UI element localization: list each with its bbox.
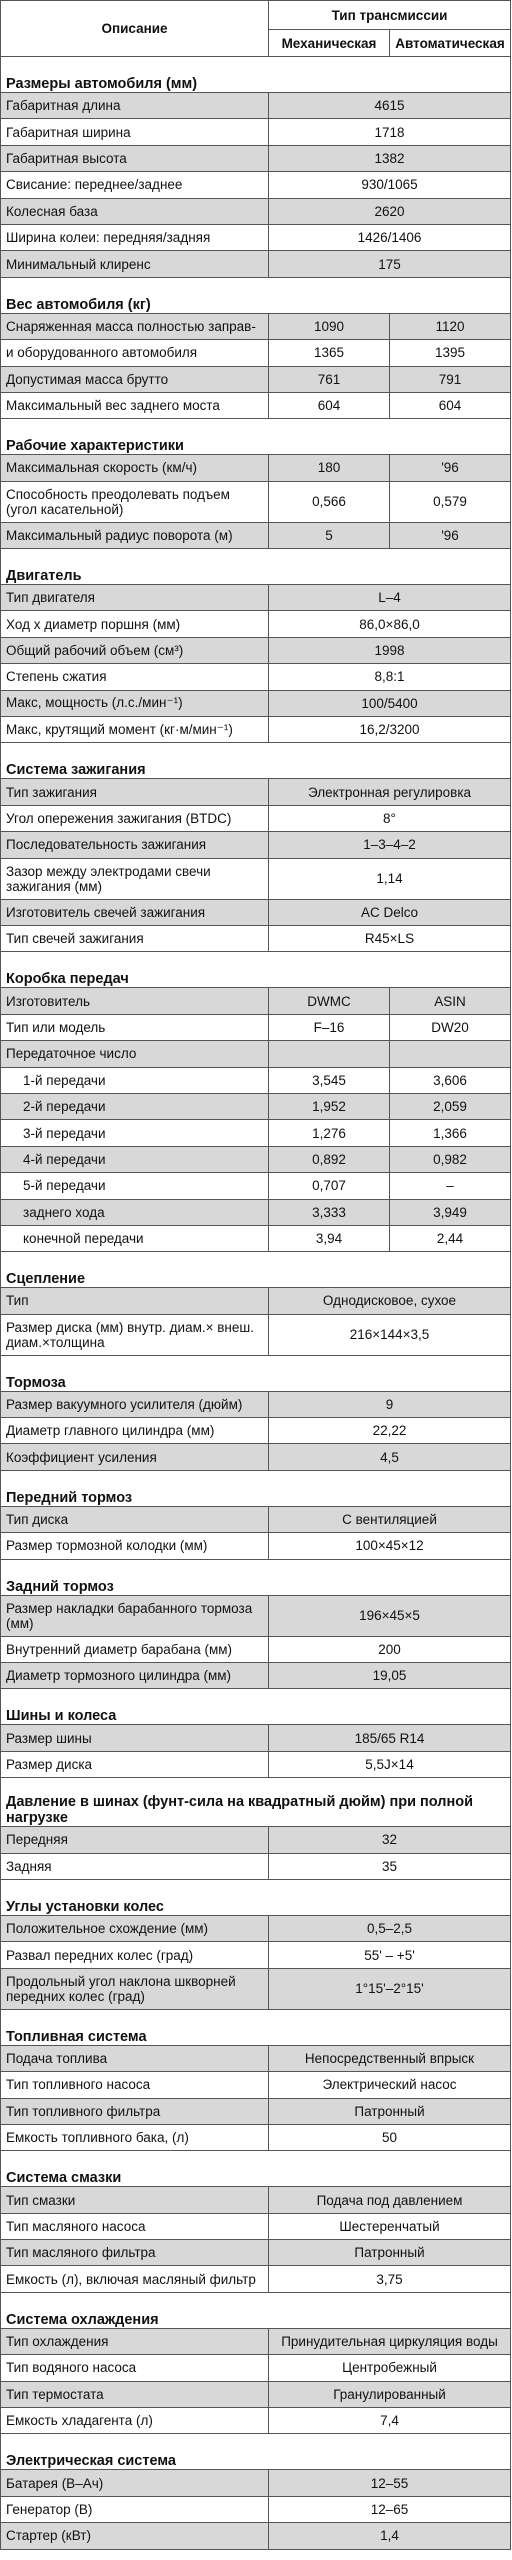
spec-label: Макс, крутящий момент (кг·м/мин⁻¹) [1,717,269,743]
spec-value: Непосредственный впрыск [269,2045,511,2071]
section-title: Давление в шинах (фунт-сила на квадратный дюйм) при полной нагрузке [1,1778,511,1827]
spec-label: Тип диска [1,1506,269,1532]
spec-label: 4-й передачи [1,1146,269,1172]
spec-label: 2-й передачи [1,1093,269,1119]
spec-value-manual: 3,545 [269,1067,390,1093]
spec-value: Электрический насос [269,2072,511,2098]
spec-value-manual [269,1041,390,1067]
spec-value: 0,5–2,5 [269,1915,511,1941]
spec-value: 1718 [269,119,511,145]
section-header [1,277,511,313]
section-title: Система зажигания [1,743,511,779]
spec-label: Емкость хладагента (л) [1,2408,269,2434]
spec-value-manual: 604 [269,392,390,418]
spec-value: 196×45×5 [269,1595,511,1636]
section-title: Коробка передач [1,952,511,988]
spec-value-automatic: 3,949 [390,1199,511,1225]
spec-label: и оборудованного автомобиля [1,340,269,366]
spec-value: L–4 [269,585,511,611]
spec-value-automatic: 2,059 [390,1093,511,1119]
spec-value-automatic: 1,366 [390,1120,511,1146]
spec-row [1,2240,511,2266]
section-header [1,2292,511,2328]
spec-label: Минимальный клиренс [1,251,269,277]
spec-label: заднего хода [1,1199,269,1225]
spec-row [1,2496,511,2522]
spec-row [1,2045,511,2071]
spec-row [1,899,511,925]
spec-row [1,925,511,951]
spec-label: Зазор между электродами свечи зажигания (мм) [1,858,269,899]
spec-row [1,1314,511,1355]
spec-value-automatic: '96 [390,522,511,548]
section-title: Топливная система [1,2009,511,2045]
section-title: Двигатель [1,549,511,585]
spec-label: Стартер (кВт) [1,2523,269,2549]
spec-value-automatic: 0,579 [390,481,511,522]
spec-row [1,1093,511,1119]
spec-row [1,2124,511,2150]
spec-value: Принудительная циркуляция воды [269,2328,511,2354]
spec-row [1,2098,511,2124]
spec-row [1,1391,511,1417]
spec-label: Передняя [1,1827,269,1853]
spec-value-automatic: 3,606 [390,1067,511,1093]
spec-label: Передаточное число [1,1041,269,1067]
spec-label: Угол опережения зажигания (BTDC) [1,805,269,831]
section-title: Система охлаждения [1,2292,511,2328]
spec-row [1,1942,511,1968]
spec-value: 175 [269,251,511,277]
spec-row [1,2266,511,2292]
spec-row [1,251,511,277]
spec-row [1,832,511,858]
spec-label: Тип смазки [1,2187,269,2213]
spec-label: Размер вакуумного усилителя (дюйм) [1,1391,269,1417]
spec-label: Тип или модель [1,1014,269,1040]
section-header [1,1252,511,1288]
spec-value: 35 [269,1853,511,1879]
spec-row [1,1014,511,1040]
spec-value-manual: 180 [269,455,390,481]
spec-row [1,858,511,899]
spec-label: Тип масляного насоса [1,2213,269,2239]
spec-label: Тип охлаждения [1,2328,269,2354]
spec-value: 16,2/3200 [269,717,511,743]
section-title: Сцепление [1,1252,511,1288]
spec-value-manual: F–16 [269,1014,390,1040]
header-transmission-type: Тип трансмиссии [269,1,511,30]
spec-value: 22,22 [269,1418,511,1444]
spec-row [1,1595,511,1636]
spec-row [1,119,511,145]
spec-label: Тип двигателя [1,585,269,611]
spec-row [1,2072,511,2098]
spec-value: 1°15'–2°15' [269,1968,511,2009]
spec-value-automatic [390,1041,511,1067]
spec-label: Макс, мощность (л.с./мин⁻¹) [1,690,269,716]
spec-label: 3-й передачи [1,1120,269,1146]
spec-label: Изготовитель [1,988,269,1014]
section-header [1,549,511,585]
spec-label: Диаметр тормозного цилиндра (мм) [1,1663,269,1689]
spec-value: 2620 [269,198,511,224]
spec-row [1,522,511,548]
spec-value: Шестеренчатый [269,2213,511,2239]
section-header [1,952,511,988]
spec-row [1,145,511,171]
spec-label: Колесная база [1,198,269,224]
spec-label: Тип [1,1288,269,1314]
section-header [1,1559,511,1595]
spec-label: Допустимая масса брутто [1,366,269,392]
spec-value-manual: 1,276 [269,1120,390,1146]
spec-value-manual: DWMC [269,988,390,1014]
spec-label: Ход х диаметр поршня (мм) [1,611,269,637]
spec-label: Степень сжатия [1,664,269,690]
spec-label: Генератор (В) [1,2496,269,2522]
spec-label: Тип водяного насоса [1,2355,269,2381]
spec-value: 4615 [269,93,511,119]
spec-row [1,313,511,339]
spec-label: Изготовитель свечей зажигания [1,899,269,925]
spec-row [1,198,511,224]
spec-value: 55' – +5' [269,1942,511,1968]
spec-value: R45×LS [269,925,511,951]
spec-row [1,392,511,418]
spec-value: 185/65 R14 [269,1725,511,1751]
header-automatic: Автоматическая [390,30,511,57]
spec-label: Батарея (В–Ач) [1,2470,269,2496]
spec-value: 32 [269,1827,511,1853]
section-header [1,2009,511,2045]
spec-value-automatic: '96 [390,455,511,481]
spec-value: 1–3–4–2 [269,832,511,858]
spec-value: AC Delco [269,899,511,925]
spec-label: Тип топливного фильтра [1,2098,269,2124]
section-header [1,1778,511,1827]
spec-label: 5-й передачи [1,1173,269,1199]
spec-row [1,1751,511,1777]
spec-value-automatic: 2,44 [390,1225,511,1251]
section-title: Вес автомобиля (кг) [1,277,511,313]
spec-value: Центробежный [269,2355,511,2381]
spec-row [1,1041,511,1067]
spec-row [1,1067,511,1093]
section-title: Рабочие характеристики [1,419,511,455]
spec-value: 1382 [269,145,511,171]
spec-label: конечной передачи [1,1225,269,1251]
spec-row [1,2470,511,2496]
spec-row [1,224,511,250]
spec-row [1,340,511,366]
spec-value: 1,14 [269,858,511,899]
spec-row [1,1173,511,1199]
spec-value-manual: 1365 [269,340,390,366]
spec-label: Подача топлива [1,2045,269,2071]
spec-label: Общий рабочий объем (см³) [1,637,269,663]
table-body [1,57,511,2550]
section-header [1,1355,511,1391]
spec-value: 3,75 [269,2266,511,2292]
spec-row [1,1225,511,1251]
spec-row [1,988,511,1014]
spec-label: Максимальный вес заднего моста [1,392,269,418]
spec-label: Максимальный радиус поворота (м) [1,522,269,548]
spec-label: 1-й передачи [1,1067,269,1093]
spec-value-manual: 3,333 [269,1199,390,1225]
spec-value-automatic: 0,982 [390,1146,511,1172]
spec-label: Размер накладки барабанного тормоза (мм) [1,1595,269,1636]
spec-row [1,1288,511,1314]
spec-row [1,805,511,831]
spec-label: Габаритная ширина [1,119,269,145]
header-manual: Механическая [269,30,390,57]
spec-row [1,1120,511,1146]
spec-value: Гранулированный [269,2381,511,2407]
spec-value: С вентиляцией [269,1506,511,1532]
spec-value-automatic: DW20 [390,1014,511,1040]
spec-label: Коэффициент усиления [1,1444,269,1470]
spec-value-manual: 3,94 [269,1225,390,1251]
section-title: Электрическая система [1,2434,511,2470]
spec-label: Емкость (л), включая масляный фильтр [1,2266,269,2292]
spec-row [1,2355,511,2381]
spec-value-manual: 1,952 [269,1093,390,1119]
spec-row [1,1968,511,2009]
spec-value: 12–55 [269,2470,511,2496]
spec-row [1,1915,511,1941]
spec-label: Тип масляного фильтра [1,2240,269,2266]
spec-row [1,611,511,637]
spec-value: 12–65 [269,2496,511,2522]
spec-value: Однодисковое, сухое [269,1288,511,1314]
section-header [1,1470,511,1506]
section-title: Углы установки колес [1,1879,511,1915]
spec-value: Подача под давлением [269,2187,511,2213]
table-header [1,1,511,57]
section-title: Передний тормоз [1,1470,511,1506]
section-header [1,57,511,93]
spec-value-automatic: ASIN [390,988,511,1014]
spec-value-manual: 0,892 [269,1146,390,1172]
section-header [1,2151,511,2187]
spec-label: Тип зажигания [1,779,269,805]
spec-value: 1426/1406 [269,224,511,250]
spec-row [1,1146,511,1172]
spec-label: Последовательность зажигания [1,832,269,858]
spec-value: 9 [269,1391,511,1417]
spec-value: 5,5J×14 [269,1751,511,1777]
section-header [1,2434,511,2470]
spec-row [1,585,511,611]
spec-value-manual: 5 [269,522,390,548]
spec-row [1,1663,511,1689]
spec-row [1,664,511,690]
spec-label: Размер диска [1,1751,269,1777]
spec-row [1,2408,511,2434]
spec-value-manual: 0,707 [269,1173,390,1199]
spec-row [1,1418,511,1444]
spec-value-automatic: 791 [390,366,511,392]
spec-label: Задняя [1,1853,269,1879]
section-header [1,419,511,455]
spec-label: Внутренний диаметр барабана (мм) [1,1636,269,1662]
spec-row [1,1827,511,1853]
spec-value: 19,05 [269,1663,511,1689]
section-header [1,743,511,779]
spec-value: 100×45×12 [269,1533,511,1559]
spec-label: Способность преодолевать подъем (угол касательной) [1,481,269,522]
spec-row [1,481,511,522]
spec-label: Положительное схождение (мм) [1,1915,269,1941]
spec-row [1,1444,511,1470]
section-title: Размеры автомобиля (мм) [1,57,511,93]
spec-value: 930/1065 [269,172,511,198]
spec-row [1,2213,511,2239]
spec-row [1,1725,511,1751]
section-title: Шины и колеса [1,1689,511,1725]
spec-row [1,2523,511,2549]
spec-value-manual: 761 [269,366,390,392]
spec-row [1,1636,511,1662]
spec-label: Продольный угол наклона шкворней передних колес (град) [1,1968,269,2009]
spec-value-automatic: 1120 [390,313,511,339]
spec-label: Развал передних колес (град) [1,1942,269,1968]
spec-row [1,455,511,481]
spec-value: 7,4 [269,2408,511,2434]
section-header [1,1879,511,1915]
spec-row [1,2187,511,2213]
spec-value: Патронный [269,2098,511,2124]
spec-value: 50 [269,2124,511,2150]
section-title: Задний тормоз [1,1559,511,1595]
spec-row [1,172,511,198]
section-title: Тормоза [1,1355,511,1391]
spec-row [1,1533,511,1559]
spec-row [1,637,511,663]
spec-row [1,1199,511,1225]
spec-row [1,1853,511,1879]
spec-value: 216×144×3,5 [269,1314,511,1355]
spec-value: 8° [269,805,511,831]
spec-row [1,2328,511,2354]
spec-label: Тип топливного насоса [1,2072,269,2098]
spec-value-automatic: 1395 [390,340,511,366]
spec-value: 4,5 [269,1444,511,1470]
spec-row [1,690,511,716]
spec-row [1,2381,511,2407]
spec-value: 86,0×86,0 [269,611,511,637]
spec-label: Диаметр главного цилиндра (мм) [1,1418,269,1444]
spec-label: Размер тормозной колодки (мм) [1,1533,269,1559]
spec-row [1,779,511,805]
spec-value: Электронная регулировка [269,779,511,805]
spec-label: Размер шины [1,1725,269,1751]
section-header [1,1689,511,1725]
spec-label: Свисание: переднее/заднее [1,172,269,198]
spec-row [1,366,511,392]
spec-label: Тип свечей зажигания [1,925,269,951]
spec-label: Снаряженная масса полностью заправ- [1,313,269,339]
spec-label: Максимальная скорость (км/ч) [1,455,269,481]
spec-label: Размер диска (мм) внутр. диам.× внеш. диам.×толщина [1,1314,269,1355]
spec-label: Габаритная длина [1,93,269,119]
header-description: Описание [1,1,269,57]
spec-row [1,717,511,743]
spec-label: Тип термостата [1,2381,269,2407]
spec-value: 100/5400 [269,690,511,716]
spec-value: 200 [269,1636,511,1662]
spec-label: Габаритная высота [1,145,269,171]
spec-label: Емкость топливного бака, (л) [1,2124,269,2150]
spec-value: 1,4 [269,2523,511,2549]
spec-value: 1998 [269,637,511,663]
spec-value: 8,8:1 [269,664,511,690]
spec-row [1,93,511,119]
spec-label: Ширина колеи: передняя/задняя [1,224,269,250]
section-title: Система смазки [1,2151,511,2187]
spec-row [1,1506,511,1532]
spec-value-automatic: – [390,1173,511,1199]
spec-value: Патронный [269,2240,511,2266]
spec-value-manual: 0,566 [269,481,390,522]
spec-value-automatic: 604 [390,392,511,418]
spec-value-manual: 1090 [269,313,390,339]
